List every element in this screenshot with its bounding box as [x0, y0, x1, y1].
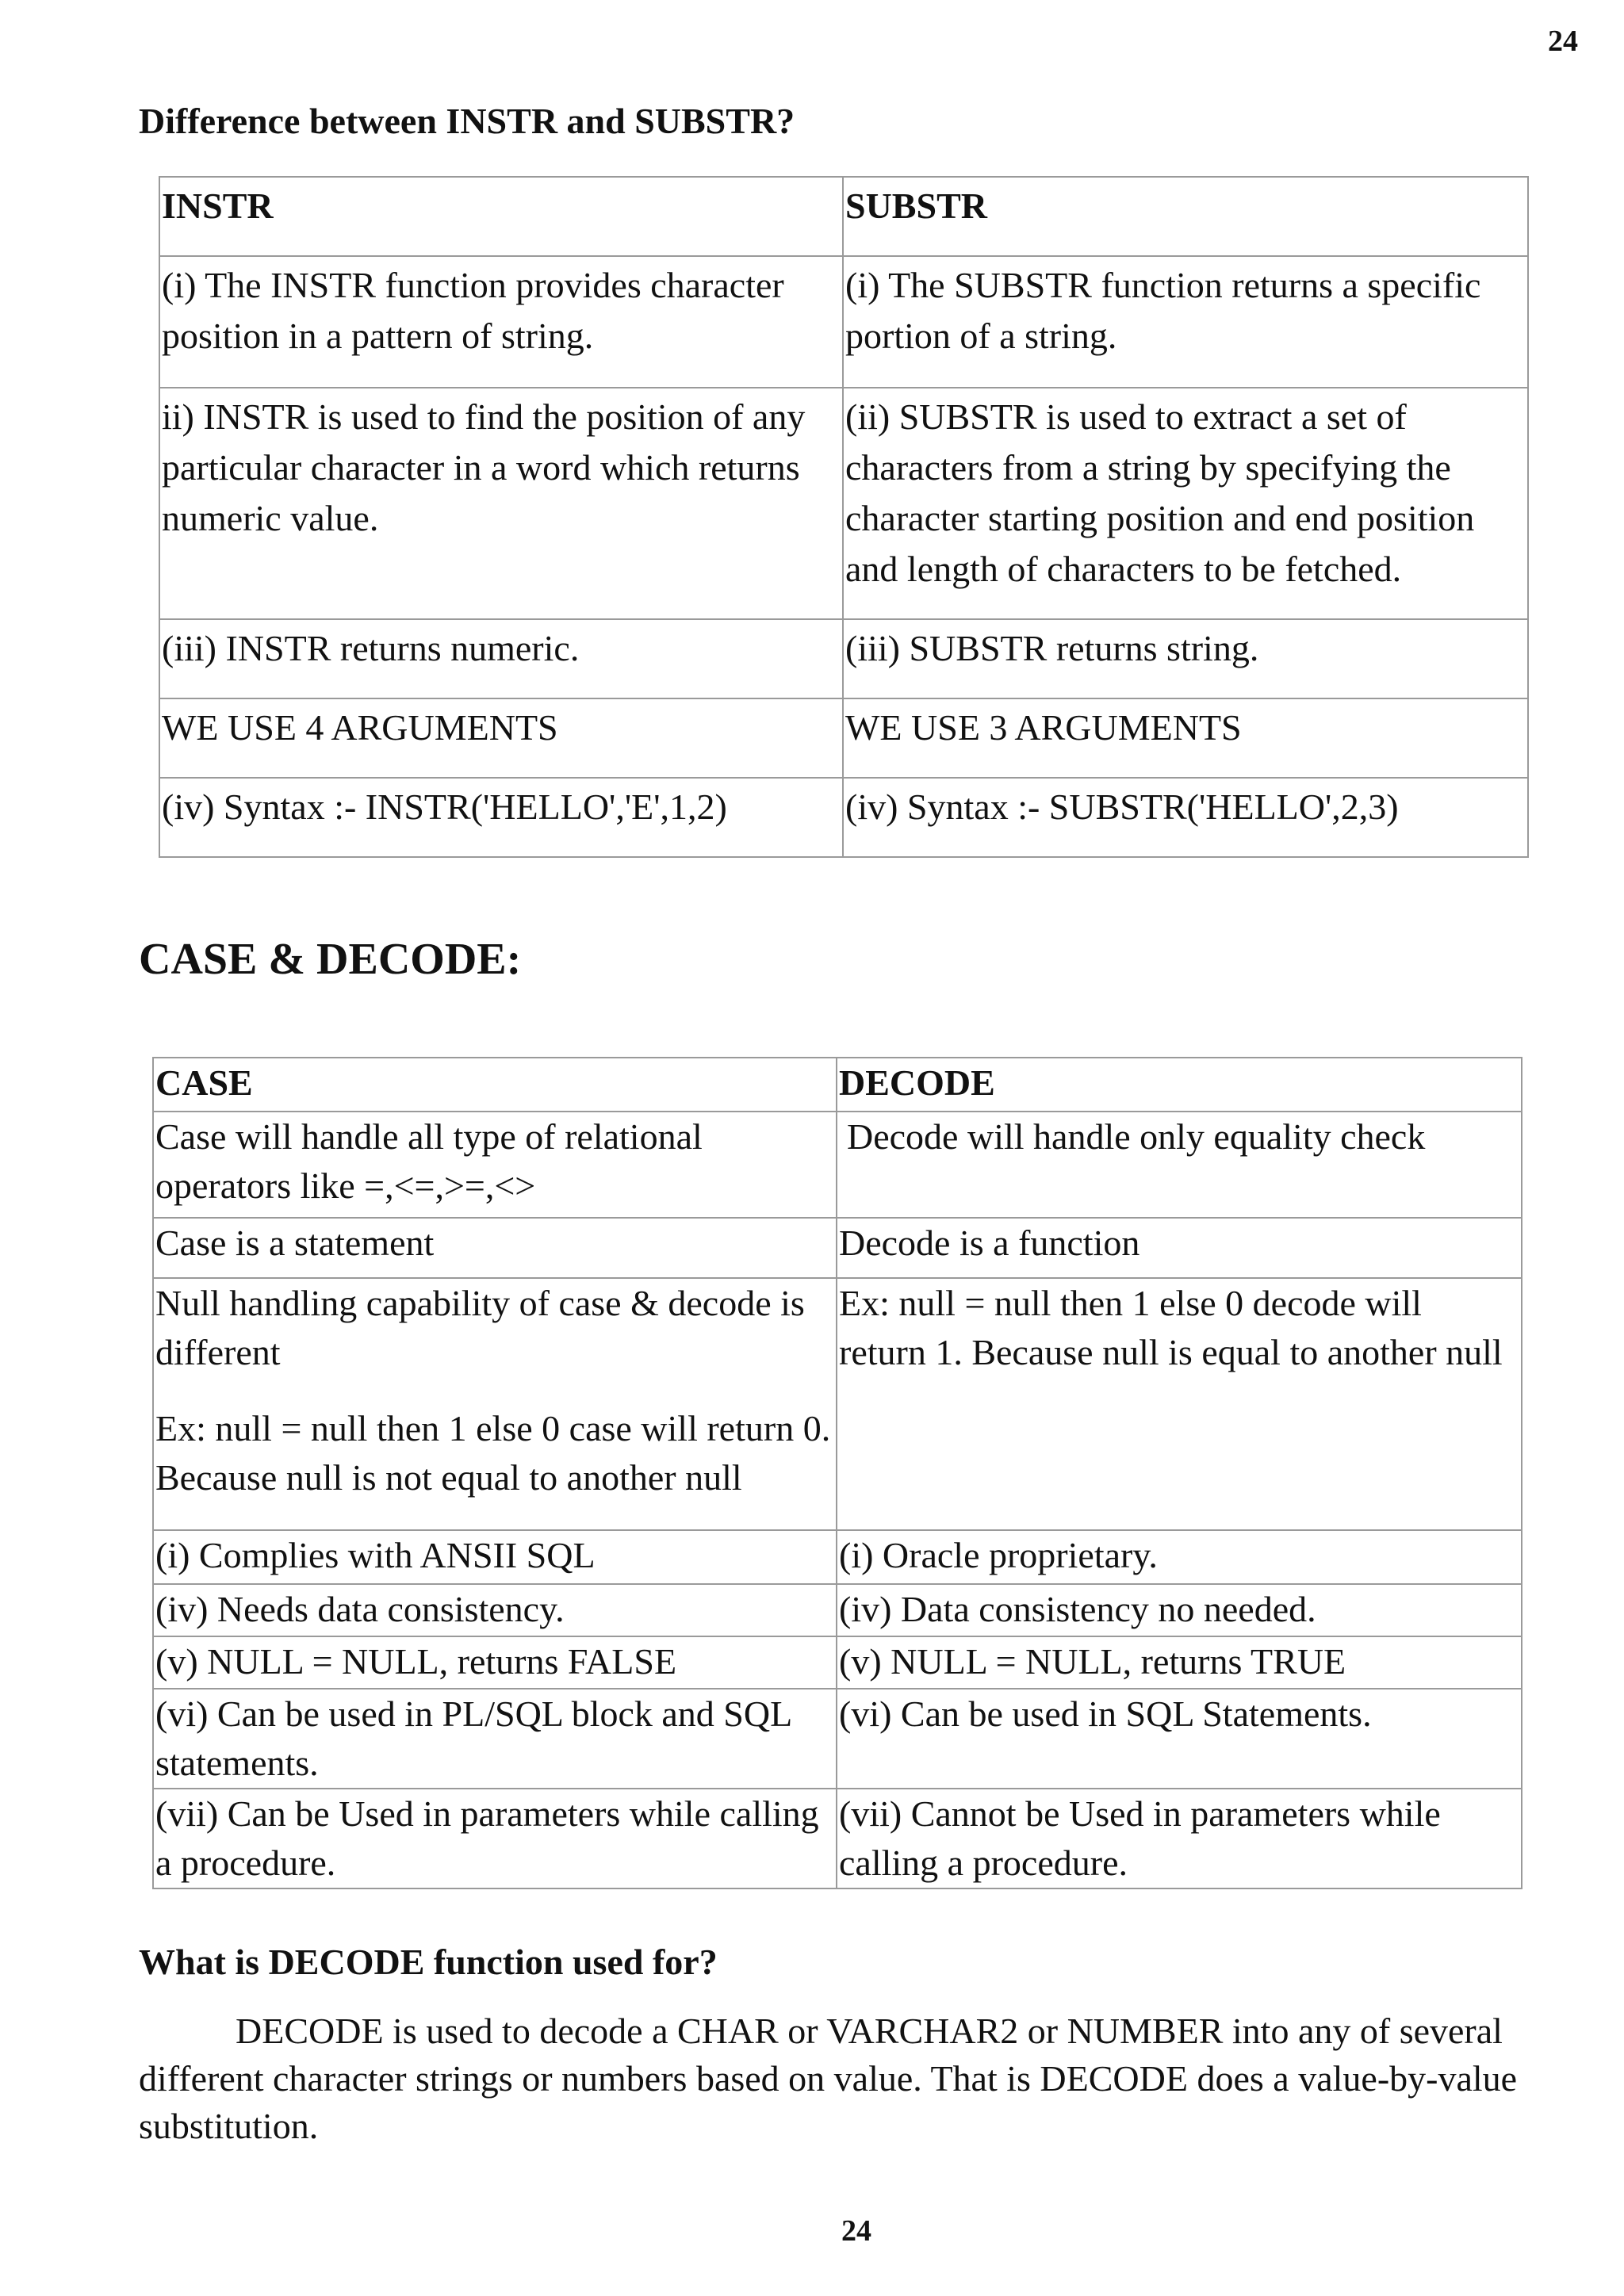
header-substr: SUBSTR — [843, 177, 1528, 256]
table-row — [153, 1530, 1522, 1584]
header-decode: DECODE — [837, 1058, 1522, 1112]
table-cell: WE USE 3 ARGUMENTS — [843, 698, 1528, 778]
table-cell: Case will handle all type of relational operators like =,<=,>=,<> — [153, 1112, 837, 1218]
table-row — [159, 388, 1528, 619]
instr-substr-table — [159, 176, 1529, 858]
table-cell: (vii) Can be Used in parameters while calling a procedure. — [153, 1789, 837, 1888]
table-cell: Ex: null = null then 1 else 0 decode will return 1. Because null is equal to another null — [837, 1278, 1522, 1530]
null-case-example: Ex: null = null then 1 else 0 case will return 0. Because null is not equal to another null — [155, 1408, 831, 1498]
table-header-row — [153, 1058, 1522, 1112]
decode-function-paragraph: DECODE is used to decode a CHAR or VARCHAR2 or NUMBER into any of several different character strings or numbers based on value. That is DECODE does a value-by-value substitution. — [139, 2011, 1518, 2146]
table-row — [153, 1636, 1522, 1689]
table-row — [153, 1112, 1522, 1218]
table-cell: (iv) Syntax :- INSTR('HELLO','E',1,2) — [159, 778, 843, 857]
table-cell: Decode will handle only equality check — [837, 1112, 1522, 1218]
table-cell — [153, 1278, 837, 1530]
header-case: CASE — [153, 1058, 837, 1112]
table-cell: ii) INSTR is used to find the position of any particular character in a word which returns numeric value. — [159, 388, 843, 619]
table-cell: (vii) Cannot be Used in parameters while calling a procedure. — [837, 1789, 1522, 1888]
table-row — [159, 619, 1528, 698]
null-handling-text: Null handling capability of case & decode is different — [155, 1283, 805, 1372]
table-cell: Case is a statement — [153, 1218, 837, 1278]
table-cell: (iv) Syntax :- SUBSTR('HELLO',2,3) — [843, 778, 1528, 857]
table-row — [159, 256, 1528, 388]
table-cell: (i) The INSTR function provides character position in a pattern of string. — [159, 256, 843, 388]
table-row — [153, 1218, 1522, 1278]
table-row — [159, 778, 1528, 857]
table-cell: (iv) Needs data consistency. — [153, 1584, 837, 1636]
instr-substr-heading: Difference between INSTR and SUBSTR? — [139, 101, 795, 141]
table-cell: (iv) Data consistency no needed. — [837, 1584, 1522, 1636]
table-cell: (i) Oracle proprietary. — [837, 1530, 1522, 1584]
table-cell: (v) NULL = NULL, returns TRUE — [837, 1636, 1522, 1689]
table-cell: (iii) SUBSTR returns string. — [843, 619, 1528, 698]
table-cell: (iii) INSTR returns numeric. — [159, 619, 843, 698]
page-number-top: 24 — [1548, 25, 1578, 58]
table-cell: (vi) Can be used in PL/SQL block and SQL statements. — [153, 1689, 837, 1789]
table-cell: (i) Complies with ANSII SQL — [153, 1530, 837, 1584]
table-row — [153, 1789, 1522, 1888]
table-cell: Decode is a function — [837, 1218, 1522, 1278]
table-cell: (vi) Can be used in SQL Statements. — [837, 1689, 1522, 1789]
table-cell: (i) The SUBSTR function returns a specific portion of a string. — [843, 256, 1528, 388]
table-row — [153, 1584, 1522, 1636]
table-cell: (ii) SUBSTR is used to extract a set of characters from a string by specifying the character starting position and end position and length of characters to be fetched. — [843, 388, 1528, 619]
header-instr: INSTR — [159, 177, 843, 256]
table-row — [153, 1278, 1522, 1530]
table-row — [153, 1689, 1522, 1789]
table-cell: (v) NULL = NULL, returns FALSE — [153, 1636, 837, 1689]
page-number-bottom: 24 — [841, 2214, 871, 2248]
case-decode-table — [152, 1057, 1522, 1889]
decode-function-heading: What is DECODE function used for? — [139, 1942, 718, 1982]
table-cell: WE USE 4 ARGUMENTS — [159, 698, 843, 778]
case-decode-heading: CASE & DECODE: — [139, 935, 522, 984]
table-row — [159, 698, 1528, 778]
table-header-row — [159, 177, 1528, 256]
